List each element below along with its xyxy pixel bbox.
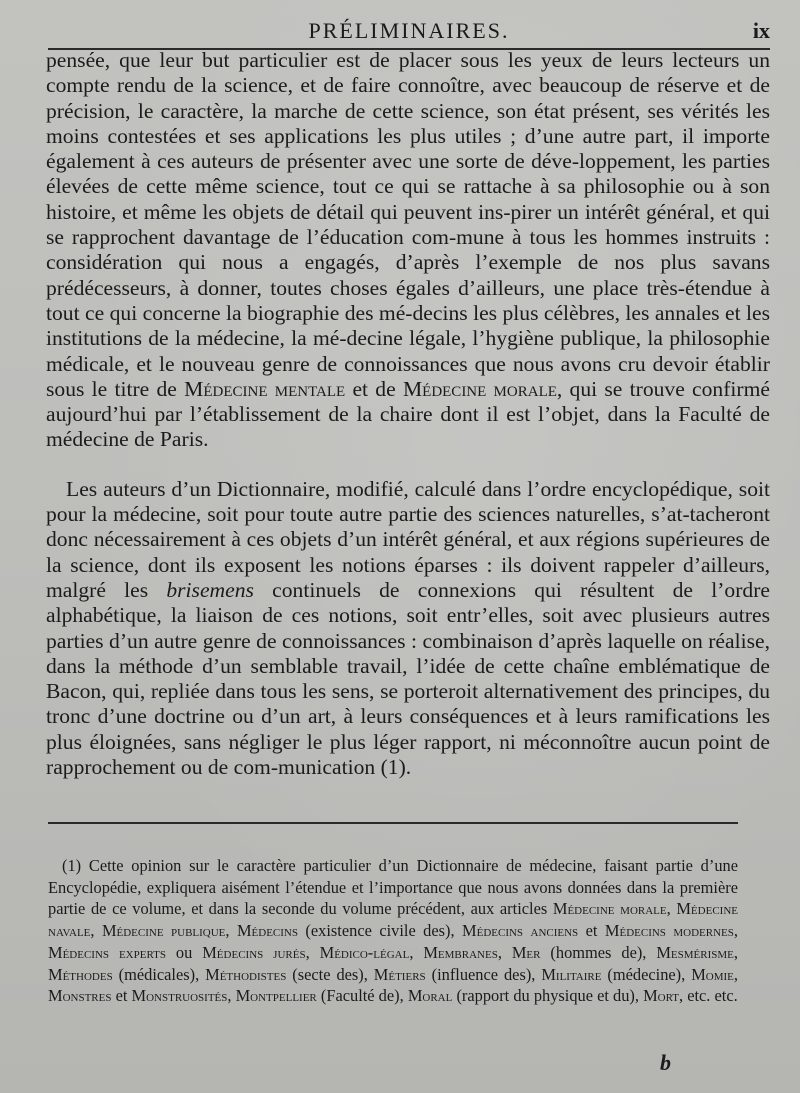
- paragraph-1: pensée, que leur but particulier est de placer sous les yeux de leurs lecteurs un compte rendu de la science, et de faire connoître, avec beaucoup de réserve et de précision, le caractère, la marche de cette science, son état présent, ses vérités les moins contestées et ses applications les plus utiles ; d’une autre part, il importe également à ces auteurs de présenter avec une sorte de déve-loppement, les parties élevées de cette même science, tout ce qui se rattache à sa philosophie ou à son histoire, et même les objets de détail qui peuvent ins-pirer un intérêt général, et qui se rapprochent davantage de l’éducation com-mune à tous les hommes instruits : considération qui nous a engagés, d’après l’exemple de nos plus savans prédécesseurs, à donner, toutes choses égales d’ailleurs, une place très-étendue à tout ce qui concerne la biographie des mé-decins les plus célèbres, les annales et les institutions de la médecine, la mé-decine légale, l’hygiène publique, la philosophie médicale, et le nouveau genre de connoissances que nous avons cru devoir établir sous le titre de Médecine mentale et de Médecine morale, qui se trouve confirmé aujourd’hui par l’établissement de la chaire dont il est l’objet, dans la Faculté de médecine de Paris.: [46, 48, 770, 452]
- footnote-rule: [48, 822, 738, 824]
- footnote-text: (1) Cette opinion sur le caractère particulier d’un Dictionnaire de médecine, faisant partie d’une Encyclopédie, expliquera aisément l’étendue et l’importance que nous avons données dans la première partie de ce volume, et dans la seconde du volume précédent, aux articles Médecine morale, Médecine navale, Médecine publique, Médecins (existence civile des), Médecins anciens et Médecins modernes, Médecins experts ou Médecins jurés, Médico-légal, Membranes, Mer (hommes de), Mesmérisme, Méthodes (médicales), Méthodistes (secte des), Métiers (influence des), Militaire (médecine), Momie, Monstres et Monstruosités, Montpellier (Faculté de), Moral (rapport du physique et du), Mort, etc. etc.: [48, 856, 738, 1006]
- term-medecine-mentale: Médecine mentale: [184, 376, 346, 401]
- signature-mark: b: [660, 1050, 671, 1075]
- paragraph-2: Les auteurs d’un Dictionnaire, modifié, calculé dans l’ordre encyclopédique, soit pour la médecine, soit pour toute autre partie des sciences naturelles, s’at-tacheront donc nécessairement à ces objets d’un intérêt général, et aux régions supérieures de la science, dont ils exposent les notions éparses : ils doivent rappeler d’ailleurs, malgré les brisemens continuels de connexions qui résultent de l’ordre alphabétique, la liaison de ces notions, soit entr’elles, soit avec plusieurs autres parties d’un autre genre de connoissances : combinaison d’après laquelle on réalise, dans la méthode d’un semblable travail, l’idée de cette chaîne emblématique de Bacon, qui, repliée dans tous les sens, se porteroit alternativement des principes, du tronc d’une doctrine ou d’un art, à leurs conséquences et à leurs ramifications les plus éloignées, sans négliger le plus léger rapport, ni méconnoître aucun point de rapprochement ou de com-munication (1).: [46, 476, 770, 780]
- main-text: [46, 48, 770, 780]
- page-header: [48, 14, 770, 50]
- running-head: PRÉLIMINAIRES.: [308, 18, 510, 43]
- term-medecine-morale: Médecine morale: [402, 376, 557, 401]
- footnote: [48, 855, 738, 1007]
- page-number: ix: [752, 18, 770, 43]
- italic-term: brisemens: [166, 577, 254, 602]
